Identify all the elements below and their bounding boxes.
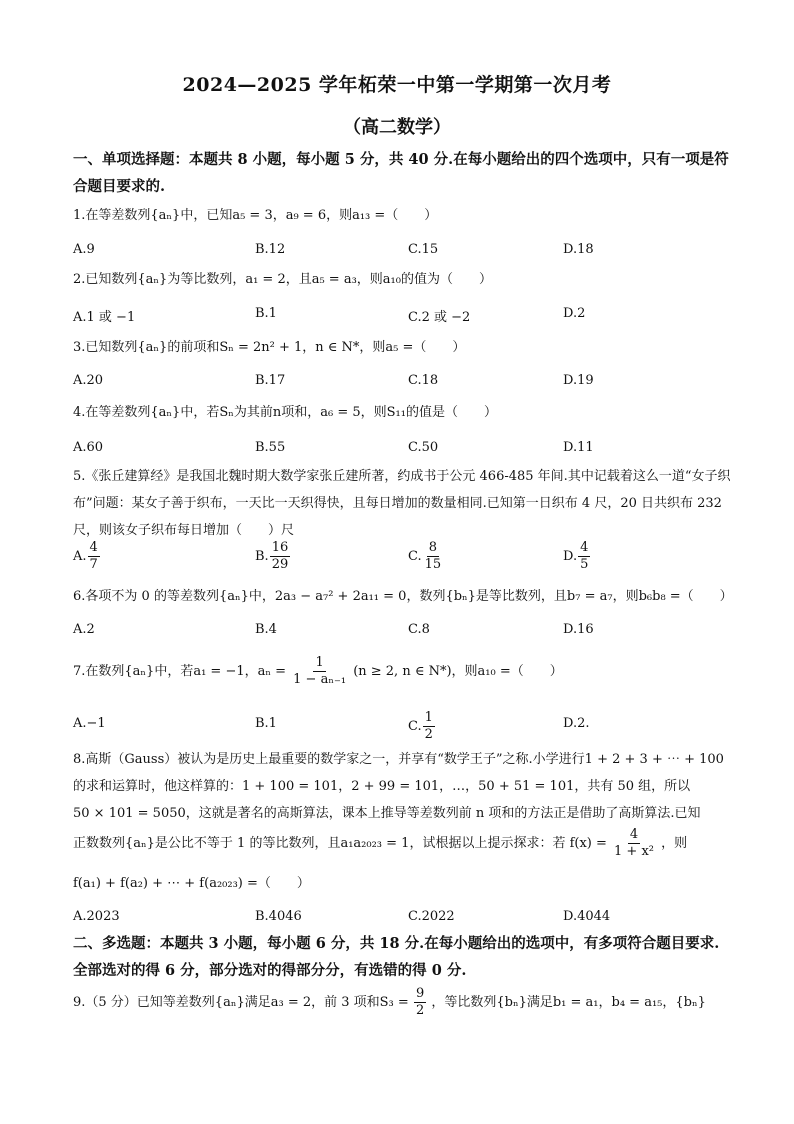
option-d: D.11 [563,440,594,455]
option-c: C.2 或 −2 [408,310,471,325]
question-8-line-3: 50 × 101 = 5050，这就是著名的高斯算法，课本上推导等差数列前 n 项和的方法正是借助了高斯算法.已知 [73,806,701,821]
question-7: 7.在数列{aₙ}中，若a₁ = −1，aₙ = $\frac{1}{\text{1 − aₙ₋₁}}$ (n ≥ 2, n ∈ N*)，则a₁₀ =（ ） [73,655,563,687]
question-4-options [73,440,733,464]
option-c: C.50 [408,440,439,455]
question-8-line-2: 的求和运算时，他这样算的：1 + 100 = 101，2 + 99 = 101，…，50 + 51 = 101，共有 50 组，所以 [73,779,691,794]
question-7-options [73,710,733,750]
question-1: 1.在等差数列{aₙ}中，已知a₅ = 3，a₉ = 6，则a₁₃ =（ ） [73,208,438,223]
question-3-options [73,373,733,397]
option-d: D.19 [563,373,594,388]
question-2: 2.已知数列{aₙ}为等比数列，a₁ = 2，且a₅ = a₃，则a₁₀的值为（ ） [73,272,492,287]
option-a: A.2 [73,622,95,637]
option-a: A. $\frac{4}{7}$ [73,540,98,572]
question-8-line-4: 正数数列{aₙ}是公比不等于 1 的等比数列，且a₁a₂₀₂₃ = 1，试根据以上提示探求：若 f(x) = $\frac{4}{\text{1 + x²}}$ ，则 [73,827,688,859]
option-c: C.18 [408,373,439,388]
question-3: 3.已知数列{aₙ}的前项和Sₙ = 2n² + 1，n ∈ N*，则a₅ =（ ） [73,340,466,355]
option-a: A.9 [73,242,95,257]
option-a: A.2023 [73,909,120,924]
question-8-line-5: f(a₁) + f(a₂) + ⋯ + f(a₂₀₂₃) =（ ） [73,876,310,891]
option-b: B.12 [255,242,286,257]
question-5: 5.《张丘建算经》是我国北魏时期大数学家张丘建所著，约成书于公元 466-485 年间.其中记载着这么一道“女子织布”问题：某女子善于织布，一天比一天织得快，且每日增加的数量相同.已知第一日织布 4 尺，20 日共织布 232 尺，则该女子织布每日增加（ ）尺 [73,469,731,538]
option-c: C.8 [408,622,430,637]
option-d: D.2 [563,306,586,321]
section-1-heading: 一、单项选择题：本题共 8 小题，每小题 5 分，共 40 分.在每小题给出的四个选项中，只有一项是符合题目要求的. [73,151,729,195]
exam-subtitle: （高二数学） [343,117,451,138]
option-a: A.1 或 −1 [73,310,136,325]
option-d: D.2. [563,716,590,731]
option-b: B.17 [255,373,286,388]
question-8-line-1: 8.高斯（Gauss）被认为是历史上最重要的数学家之一，并享有“数学王子”之称.小学进行1 + 2 + 3 + ⋯ + 100 [73,752,724,767]
option-d: D.4044 [563,909,611,924]
option-b: B. $\frac{16}{29}$ [255,540,289,572]
question-1-options [73,242,733,266]
option-a: A.60 [73,440,104,455]
option-b: B.1 [255,716,277,731]
question-6-options [73,622,733,646]
question-4: 4.在等差数列{aₙ}中，若Sₙ为其前n项和，a₆ = 5，则S₁₁的值是（ ） [73,405,497,420]
question-9: 9.（5 分）已知等差数列{aₙ}满足a₃ = 2，前 3 项和S₃ = $\frac{9}{2}$ ，等比数列{bₙ}满足b₁ = a₁，b₄ = a₁₅，{bₙ} [73,986,706,1018]
option-c: C. $\frac{8}{15}$ [408,540,442,572]
option-d: D.16 [563,622,594,637]
option-d: D.18 [563,242,594,257]
exam-title: 2024—2025 学年柘荣一中第一学期第一次月考 [182,74,612,96]
option-c: C. $\frac{1}{2}$ [408,710,433,742]
question-5-options [73,540,733,580]
option-a: A.−1 [73,716,106,731]
option-b: B.4 [255,622,277,637]
option-d: D. $\frac{4}{5}$ [563,540,589,572]
option-b: B.55 [255,440,286,455]
option-c: C.2022 [408,909,455,924]
question-6: 6.各项不为 0 的等差数列{aₙ}中，2a₃ − a₇² + 2a₁₁ = 0，数列{bₙ}是等比数列，且b₇ = a₇，则b₆b₈ =（ ） [73,589,733,604]
option-b: B.4046 [255,909,302,924]
option-b: B.1 [255,306,277,321]
question-2-options [73,306,733,330]
option-c: C.15 [408,242,439,257]
section-2-heading: 二、多选题：本题共 3 小题，每小题 6 分，共 18 分.在每小题给出的选项中，有多项符合题目要求.全部选对的得 6 分，部分选对的得部分分，有选错的得 0 分. [73,935,720,979]
option-a: A.20 [73,373,104,388]
